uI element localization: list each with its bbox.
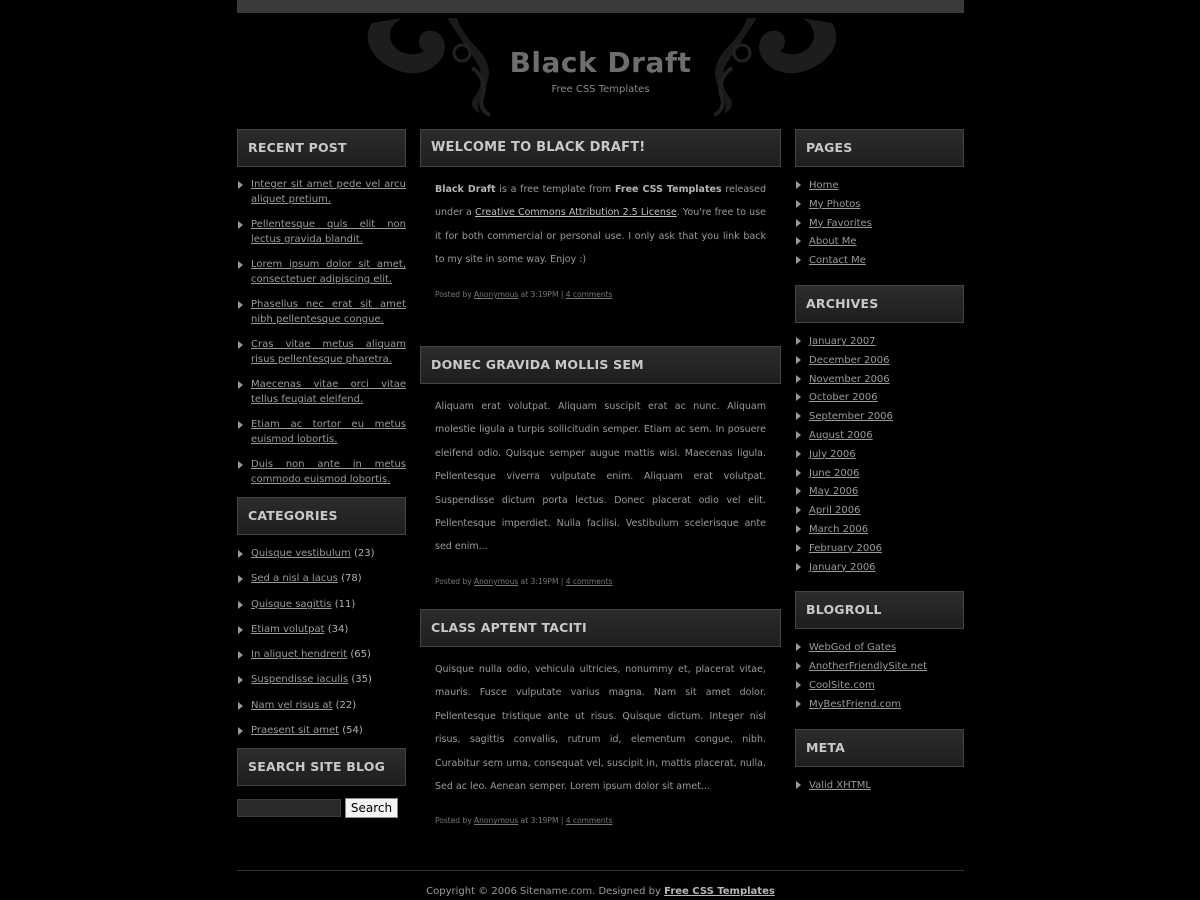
archive-link[interactable]: September 2006 [809,411,893,423]
category-count: (78) [341,573,362,585]
recent-post-link[interactable]: Duis non ante in metus commodo euismod lobortis. [251,459,406,485]
search-input[interactable] [237,799,341,817]
bullet-icon [796,200,801,208]
archive-link[interactable]: March 2006 [809,523,869,535]
list-item [795,504,964,523]
post-meta [420,798,781,825]
bullet-icon [796,256,801,264]
bullet-icon [796,375,801,383]
categories-list [237,546,406,748]
bullet-icon [238,381,243,389]
list-item [237,177,406,207]
list-item [237,723,406,748]
list-item [795,641,964,660]
list-item [795,485,964,504]
list-item [795,198,964,217]
bullet-icon [796,681,801,689]
post-meta [420,559,781,586]
list-item [237,622,406,647]
archive-link[interactable]: July 2006 [809,448,856,460]
comments-link[interactable]: 4 comments [565,816,613,826]
archive-link[interactable]: January 2006 [809,561,876,573]
bullet-icon [238,301,243,309]
posted-by-label: Posted by [435,289,472,299]
left-sidebar [237,129,406,820]
footer-divider [237,870,964,871]
bullet-icon [238,421,243,429]
category-link[interactable]: Quisque sagittis [251,598,332,610]
search-form [237,798,406,820]
list-item [795,335,964,354]
archive-link[interactable]: December 2006 [809,354,890,366]
bullet-icon [796,563,801,571]
list-item [795,561,964,580]
bullet-icon [238,727,243,735]
category-link[interactable]: Praesent sit amet [251,725,340,737]
list-item [795,429,964,448]
list-item [237,672,406,697]
bullet-icon [796,525,801,533]
valid-xhtml-link[interactable]: Valid XHTML [809,779,871,791]
separator: | [560,816,564,826]
archive-link[interactable]: August 2006 [809,429,873,441]
page-link[interactable]: Contact Me [809,255,866,267]
footer [237,886,964,897]
bullet-icon [238,626,243,634]
post-body [420,167,781,272]
recent-post-link[interactable]: Pellentesque quis elit non lectus gravida blandit. [251,219,406,245]
page-link[interactable]: About Me [809,236,857,248]
archive-link[interactable]: January 2007 [809,335,876,347]
bullet-icon [796,506,801,514]
post-time: at 3:19PM [520,576,559,586]
brand-name: Black Draft [435,184,496,195]
category-count: (54) [342,725,363,737]
page-link[interactable]: My Photos [809,198,861,210]
author-link[interactable]: Anonymous [474,289,519,299]
category-link[interactable]: Etiam volutpat [251,623,325,635]
archive-link[interactable]: October 2006 [809,392,878,404]
post-text: . You're free to use it for both commercial or personal use. I only ask that you link back to my site in some way. Enjoy :) [435,207,766,266]
recent-post-link[interactable]: Integer sit amet pede vel arcu aliquet pretium. [251,179,406,205]
archive-link[interactable]: April 2006 [809,505,861,517]
separator: | [560,289,564,299]
post-title: CLASS APTENT TACITI [420,609,781,647]
list-item [237,546,406,571]
list-item [237,571,406,596]
archives-heading: ARCHIVES [795,285,964,323]
bullet-icon [796,356,801,364]
bullet-icon [796,469,801,477]
list-item [795,217,964,236]
site-header [237,13,964,118]
bullet-icon [796,237,801,245]
list-item [795,679,964,698]
categories-heading: CATEGORIES [237,497,406,535]
search-heading: SEARCH SITE BLOG [237,748,406,786]
list-item [795,354,964,373]
category-link[interactable]: Nam vel risus at [251,699,333,711]
main-content [420,129,781,825]
post-title: WELCOME TO BLACK DRAFT! [420,129,781,167]
post [420,129,781,346]
bullet-icon [238,651,243,659]
post-meta [420,272,781,299]
list-item [237,257,406,287]
recent-post-heading: RECENT POST [237,129,406,167]
post [420,346,781,609]
meta-list [795,779,964,798]
pages-heading: PAGES [795,129,964,167]
list-item [795,779,964,798]
posted-by-label: Posted by [435,576,472,586]
copyright-text: Copyright © 2006 Sitename.com. Designed by [426,886,665,897]
bullet-icon [238,341,243,349]
list-item [237,647,406,672]
post-time: at 3:19PM [520,289,559,299]
archive-link[interactable]: November 2006 [809,373,890,385]
bullet-icon [238,676,243,684]
post-body: Aliquam erat volutpat. Aliquam suscipit erat ac nunc. Aliquam molestie ligula a turpis sollicitudin semper. Etiam ac sem. In posuere eleifend odio. Quisque semper augue mattis wisi. Maecenas ligula. Pellentesque viverra vulputate enim. Aliquam erat volutpat. Suspendisse dictum porta lectus. Donec placerat odio vel elit. Pellentesque imperdiet. Nulla facilisi. Vestibulum scelerisque ante sed enim... [435,401,766,553]
list-item [795,410,964,429]
category-count: (35) [351,674,372,686]
post-title: DONEC GRAVIDA MOLLIS SEM [420,346,781,384]
bullet-icon [238,601,243,609]
bullet-icon [796,700,801,708]
list-item [237,698,406,723]
archive-link[interactable]: June 2006 [809,467,860,479]
top-bar [237,0,964,13]
category-link[interactable]: Suspendisse iaculis [251,674,349,686]
category-count: (11) [334,598,356,610]
site-tagline: Free CSS Templates [551,84,650,95]
search-button[interactable]: Search [345,798,398,818]
category-count: (23) [353,548,375,559]
recent-post-link[interactable]: Maecenas vitae orci vitae tellus feugiat eleifend. [251,379,406,405]
list-item [795,235,964,254]
category-count: (34) [327,623,349,635]
bullet-icon [238,181,243,189]
list-item [237,337,406,367]
separator: | [560,576,564,586]
bullet-icon [238,575,243,583]
list-item [795,373,964,392]
bullet-icon [796,662,801,670]
recent-post-link[interactable]: Etiam ac tortor eu metus euismod lobortis. [251,419,406,445]
list-item [795,467,964,486]
list-item [795,523,964,542]
list-item [795,179,964,198]
page-link[interactable]: Home [809,180,839,191]
bullet-icon [796,781,801,789]
list-item [795,542,964,561]
list-item [795,448,964,467]
blogroll-link[interactable]: CoolSite.com [809,679,875,691]
archives-list [795,335,964,579]
category-link[interactable]: Sed a nisl a lacus [251,573,338,585]
bullet-icon [796,181,801,189]
bullet-icon [796,544,801,552]
recent-post-list [237,177,406,487]
blogroll-list [795,641,964,716]
comments-link[interactable]: 4 comments [565,289,613,299]
recent-post-link[interactable]: Cras vitae metus aliquam risus pellentesque pharetra. [251,339,406,365]
blogroll-link[interactable]: MyBestFriend.com [809,698,901,710]
bullet-icon [238,221,243,229]
author-name: Free CSS Templates [615,184,722,195]
post-time: at 3:19PM [520,816,559,826]
list-item [795,698,964,717]
page-link[interactable]: My Favorites [809,217,872,229]
list-item [795,254,964,273]
license-link[interactable]: Creative Commons Attribution 2.5 License [474,207,677,219]
blogroll-heading: BLOGROLL [795,591,964,629]
bullet-icon [796,337,801,345]
post-text: is a free template from [495,184,616,195]
list-item [237,377,406,407]
list-item [237,457,406,487]
bullet-icon [796,219,801,227]
post-body: Quisque nulla odio, vehicula ultricies, nonummy et, placerat vitae, mauris. Fusce vulputate varius magna. Nam sit amet dolor. Pellentesque tristique ante ut risus. Quisque dictum. Integer nisl risus, sagittis convallis, rutrum id, elementum congue, nibh. Curabitur sem urna, consequat vel, suscipit in, mattis placerat, nulla. Sed ac leo. Aenean semper. Lorem ipsum dolor sit amet... [435,664,766,793]
blogroll-link[interactable]: WebGod of Gates [809,642,897,654]
right-sidebar [795,129,964,797]
pages-list [795,179,964,273]
bullet-icon [238,550,243,558]
category-count: (22) [335,699,357,711]
archive-link[interactable]: February 2006 [809,542,882,554]
posted-by-label: Posted by [435,816,472,826]
meta-heading: META [795,729,964,767]
post-text: released under a [435,184,766,219]
post [420,609,781,825]
list-item [237,217,406,247]
site-title: Black Draft [509,46,692,79]
footer-designer-link[interactable]: Free CSS Templates [664,886,775,897]
bullet-icon [796,487,801,495]
bullet-icon [796,450,801,458]
list-item [795,391,964,410]
bullet-icon [796,412,801,420]
list-item [237,297,406,327]
bullet-icon [796,643,801,651]
bullet-icon [796,393,801,401]
author-link[interactable]: Anonymous [474,576,519,586]
category-count: (65) [350,649,371,661]
bullet-icon [238,261,243,269]
list-item [237,417,406,447]
recent-post-link[interactable]: Lorem ipsum dolor sit amet, consectetuer adipiscing elit. [251,259,406,285]
list-item [237,597,406,622]
author-link[interactable]: Anonymous [474,816,519,826]
recent-post-link[interactable]: Phasellus nec erat sit amet nibh pellentesque congue. [251,299,406,325]
bullet-icon [796,431,801,439]
list-item [795,660,964,679]
category-link[interactable]: In aliquet hendrerit [251,649,348,661]
category-link[interactable]: Quisque vestibulum [251,548,351,559]
comments-link[interactable]: 4 comments [565,576,613,586]
bullet-icon [238,461,243,469]
archive-link[interactable]: May 2006 [809,486,859,498]
blogroll-link[interactable]: AnotherFriendlySite.net [809,661,928,673]
bullet-icon [238,702,243,710]
